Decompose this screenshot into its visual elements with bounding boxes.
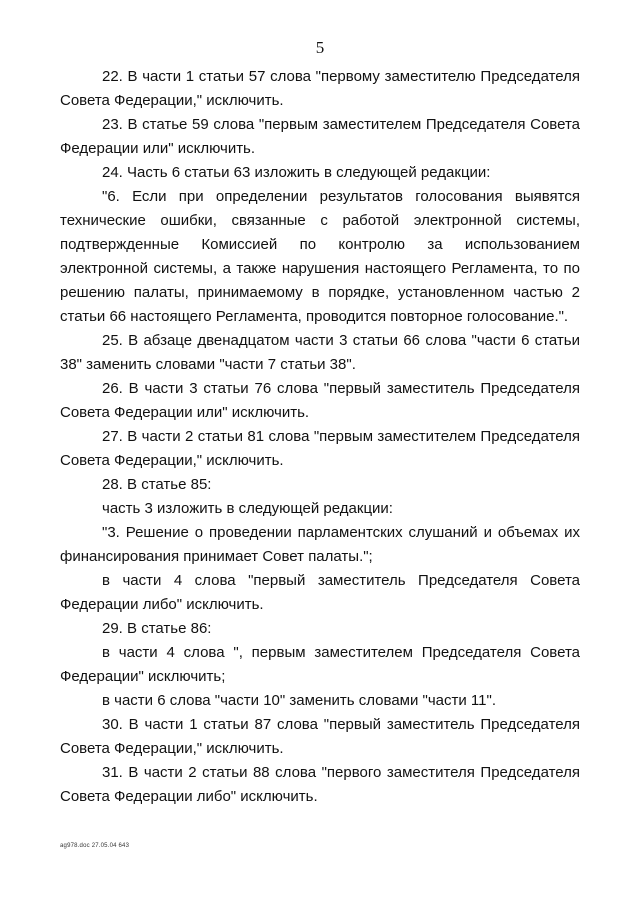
paragraph-28-part-4: в части 4 слова "первый заместитель Председателя Совета Федерации либо" исключить. (60, 572, 580, 613)
paragraph-30: 30. В части 1 статьи 87 слова "первый заместитель Председателя Совета Федерации," исключить. (60, 716, 580, 757)
paragraph-29: 29. В статье 86: (102, 620, 212, 637)
paragraph-25: 25. В абзаце двенадцатом части 3 статьи 66 слова "части 6 статьи 38" заменить словами "части 7 статьи 38". (60, 332, 580, 373)
paragraph-29-part-4: в части 4 слова ", первым заместителем Председателя Совета Федерации" исключить; (60, 644, 580, 685)
paragraph-26: 26. В части 3 статьи 76 слова "первый заместитель Председателя Совета Федерации или" исключить. (60, 380, 580, 421)
document-body (60, 65, 580, 809)
paragraph-28: 28. В статье 85: (102, 476, 212, 493)
paragraph-29-part-6: в части 6 слова "части 10" заменить словами "части 11". (102, 692, 496, 709)
paragraph-31: 31. В части 2 статьи 88 слова "первого заместителя Председателя Совета Федерации либо" исключить. (60, 764, 580, 805)
paragraph-28-quote: "3. Решение о проведении парламентских слушаний и объемах их финансирования принимает Совет палаты."; (60, 524, 580, 565)
paragraph-27: 27. В части 2 статьи 81 слова "первым заместителем Председателя Совета Федерации," исключить. (60, 428, 580, 469)
paragraph-28-part-3: часть 3 изложить в следующей редакции: (102, 500, 393, 517)
paragraph-24-quote: "6. Если при определении результатов голосования выявятся технические ошибки, связанные с работой электронной системы, подтвержденные Комиссией по контролю за использованием электронной системы, а также нарушения настоящего Регламента, то по решению палаты, принимаемому в порядке, установленном частью 2 статьи 66 настоящего Регламента, проводится повторное голосование.". (60, 188, 580, 325)
paragraph-22: 22. В части 1 статьи 57 слова "первому заместителю Председателя Совета Федерации," исключить. (60, 68, 580, 109)
page-number: 5 (315, 38, 325, 57)
paragraph-23: 23. В статье 59 слова "первым заместителем Председателя Совета Федерации или" исключить. (60, 116, 580, 157)
paragraph-24: 24. Часть 6 статьи 63 изложить в следующей редакции: (102, 164, 491, 181)
footer-file-stamp: ag978.doc 27.05.04 643 (60, 843, 130, 849)
